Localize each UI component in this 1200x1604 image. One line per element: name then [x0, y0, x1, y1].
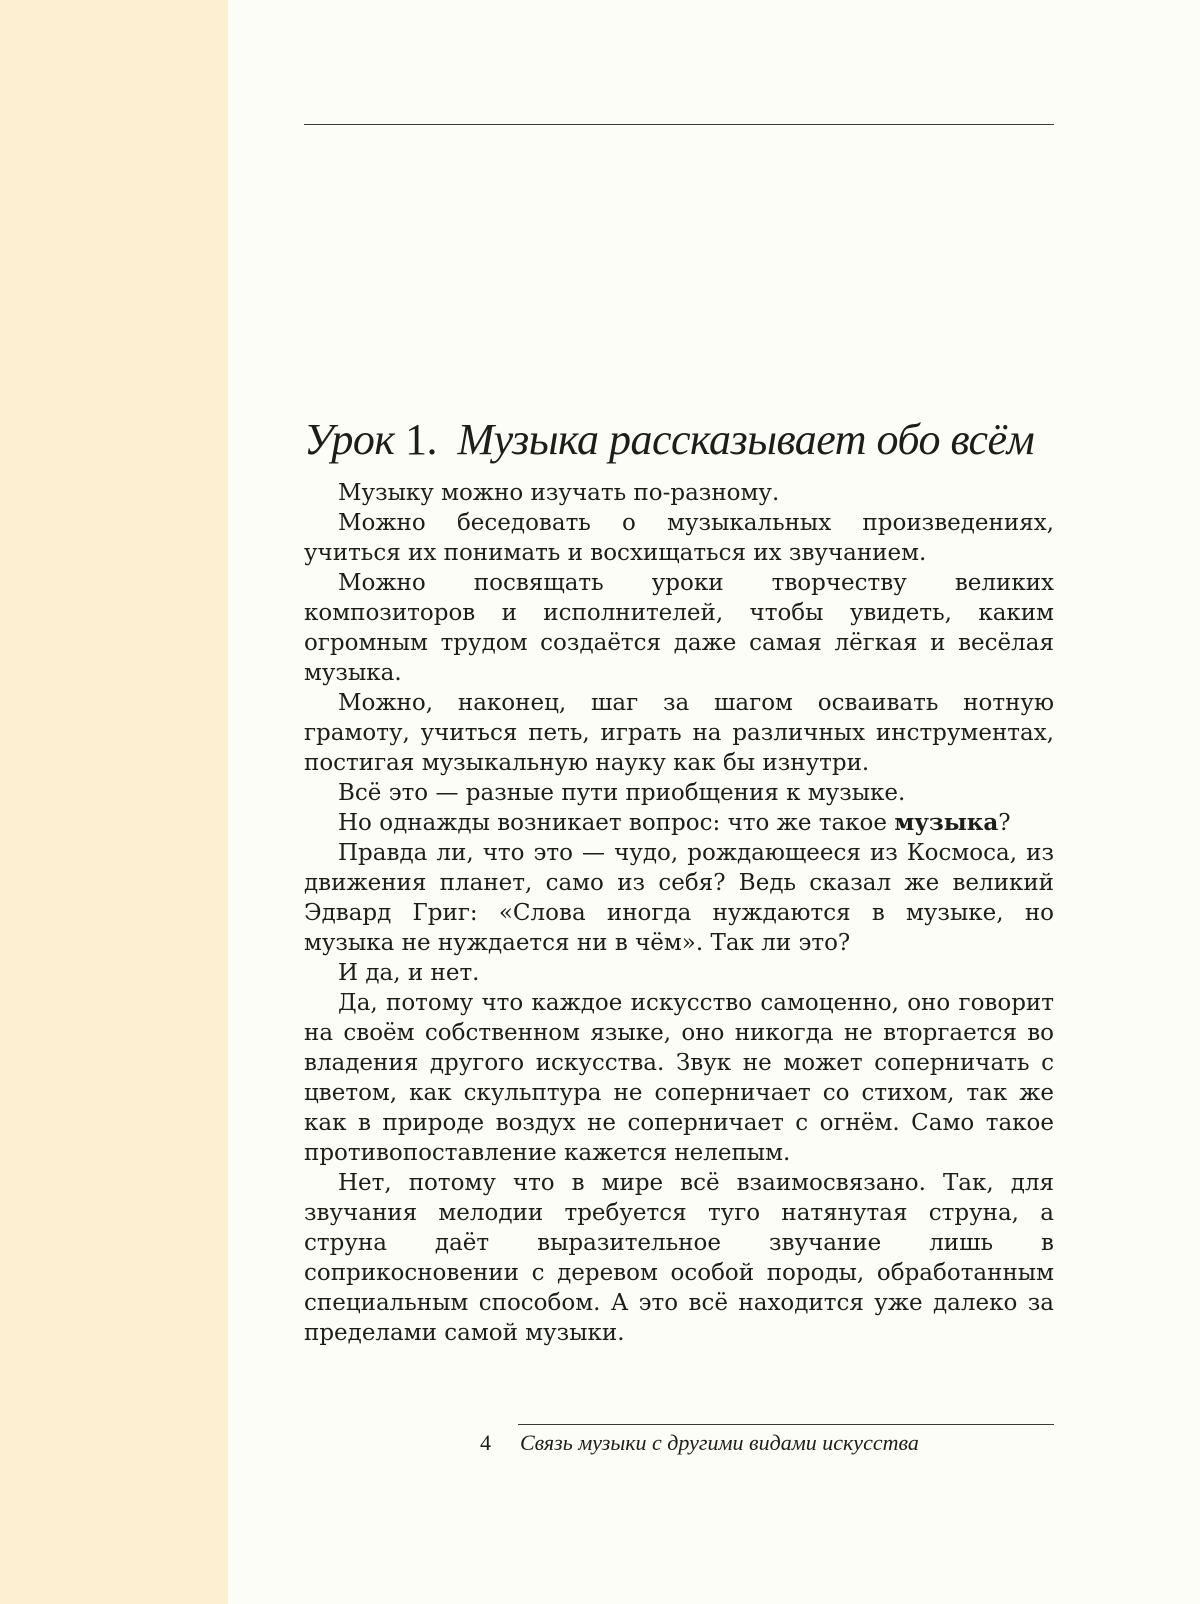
footer-rule: [518, 1424, 1054, 1425]
question-text: Но однажды возникает вопрос: что же такое: [338, 810, 895, 836]
key-term: музыка: [894, 809, 999, 836]
header-rule: [304, 124, 1054, 125]
lesson-number: 1.: [404, 415, 437, 464]
paragraph: Можно посвящать уроки творчеству великих композиторов и исполнителей, чтобы увидеть, каким огромным трудом создаётся даже самая лёгкая и весёлая музыка.: [304, 570, 1054, 686]
running-footer-section: Связь музыки с другими видами искусства: [520, 1430, 919, 1455]
lesson-label: Урок: [304, 415, 395, 464]
paragraph: Нет, потому что в мире всё взаимосвязано. Так, для звучания мелодии требуется туго натянутая струна, а струна даёт выразительное звучание лишь в соприкосновении с деревом особой породы, обработанным специальным способом. А это всё находится уже далеко за пределами самой музыки.: [304, 1170, 1054, 1346]
question-mark: ?: [998, 810, 1011, 836]
page-number: 4: [480, 1430, 491, 1455]
lesson-title: [304, 410, 1064, 470]
lesson-body: [304, 478, 1054, 1348]
page-edge-strip: [0, 0, 228, 1604]
paragraph: Музыку можно изучать по-разному.: [338, 480, 780, 506]
lesson-heading: Музыка рассказывает обо всём: [457, 415, 1035, 464]
paragraph: Правда ли, что это — чудо, рождающееся из Космоса, из движения планет, само из себя? Ведь сказал же великий Эдвард Григ: «Слова иногда нуждаются в музыке, но музыка не нуждается ни в чём». Так ли это?: [304, 840, 1054, 956]
question-paragraph: [304, 808, 1054, 838]
paragraph: Можно беседовать о музыкальных произведениях, учиться их понимать и восхищаться их звучанием.: [304, 510, 1054, 566]
paragraph: Да, потому что каждое искусство самоценно, оно говорит на своём собственном языке, оно никогда не вторгается во владения другого искусства. Звук не может соперничать с цветом, как скульптура не соперничает со стихом, так же как в природе воздух не соперничает с огнём. Само такое противопоставление кажется нелепым.: [304, 990, 1054, 1166]
paragraph: И да, и нет.: [338, 960, 480, 986]
paragraph: Можно, наконец, шаг за шагом осваивать нотную грамоту, учиться петь, играть на различных инструментах, постигая музыкальную науку как бы изнутри.: [304, 690, 1054, 776]
paragraph: Всё это — разные пути приобщения к музыке.: [338, 780, 906, 806]
